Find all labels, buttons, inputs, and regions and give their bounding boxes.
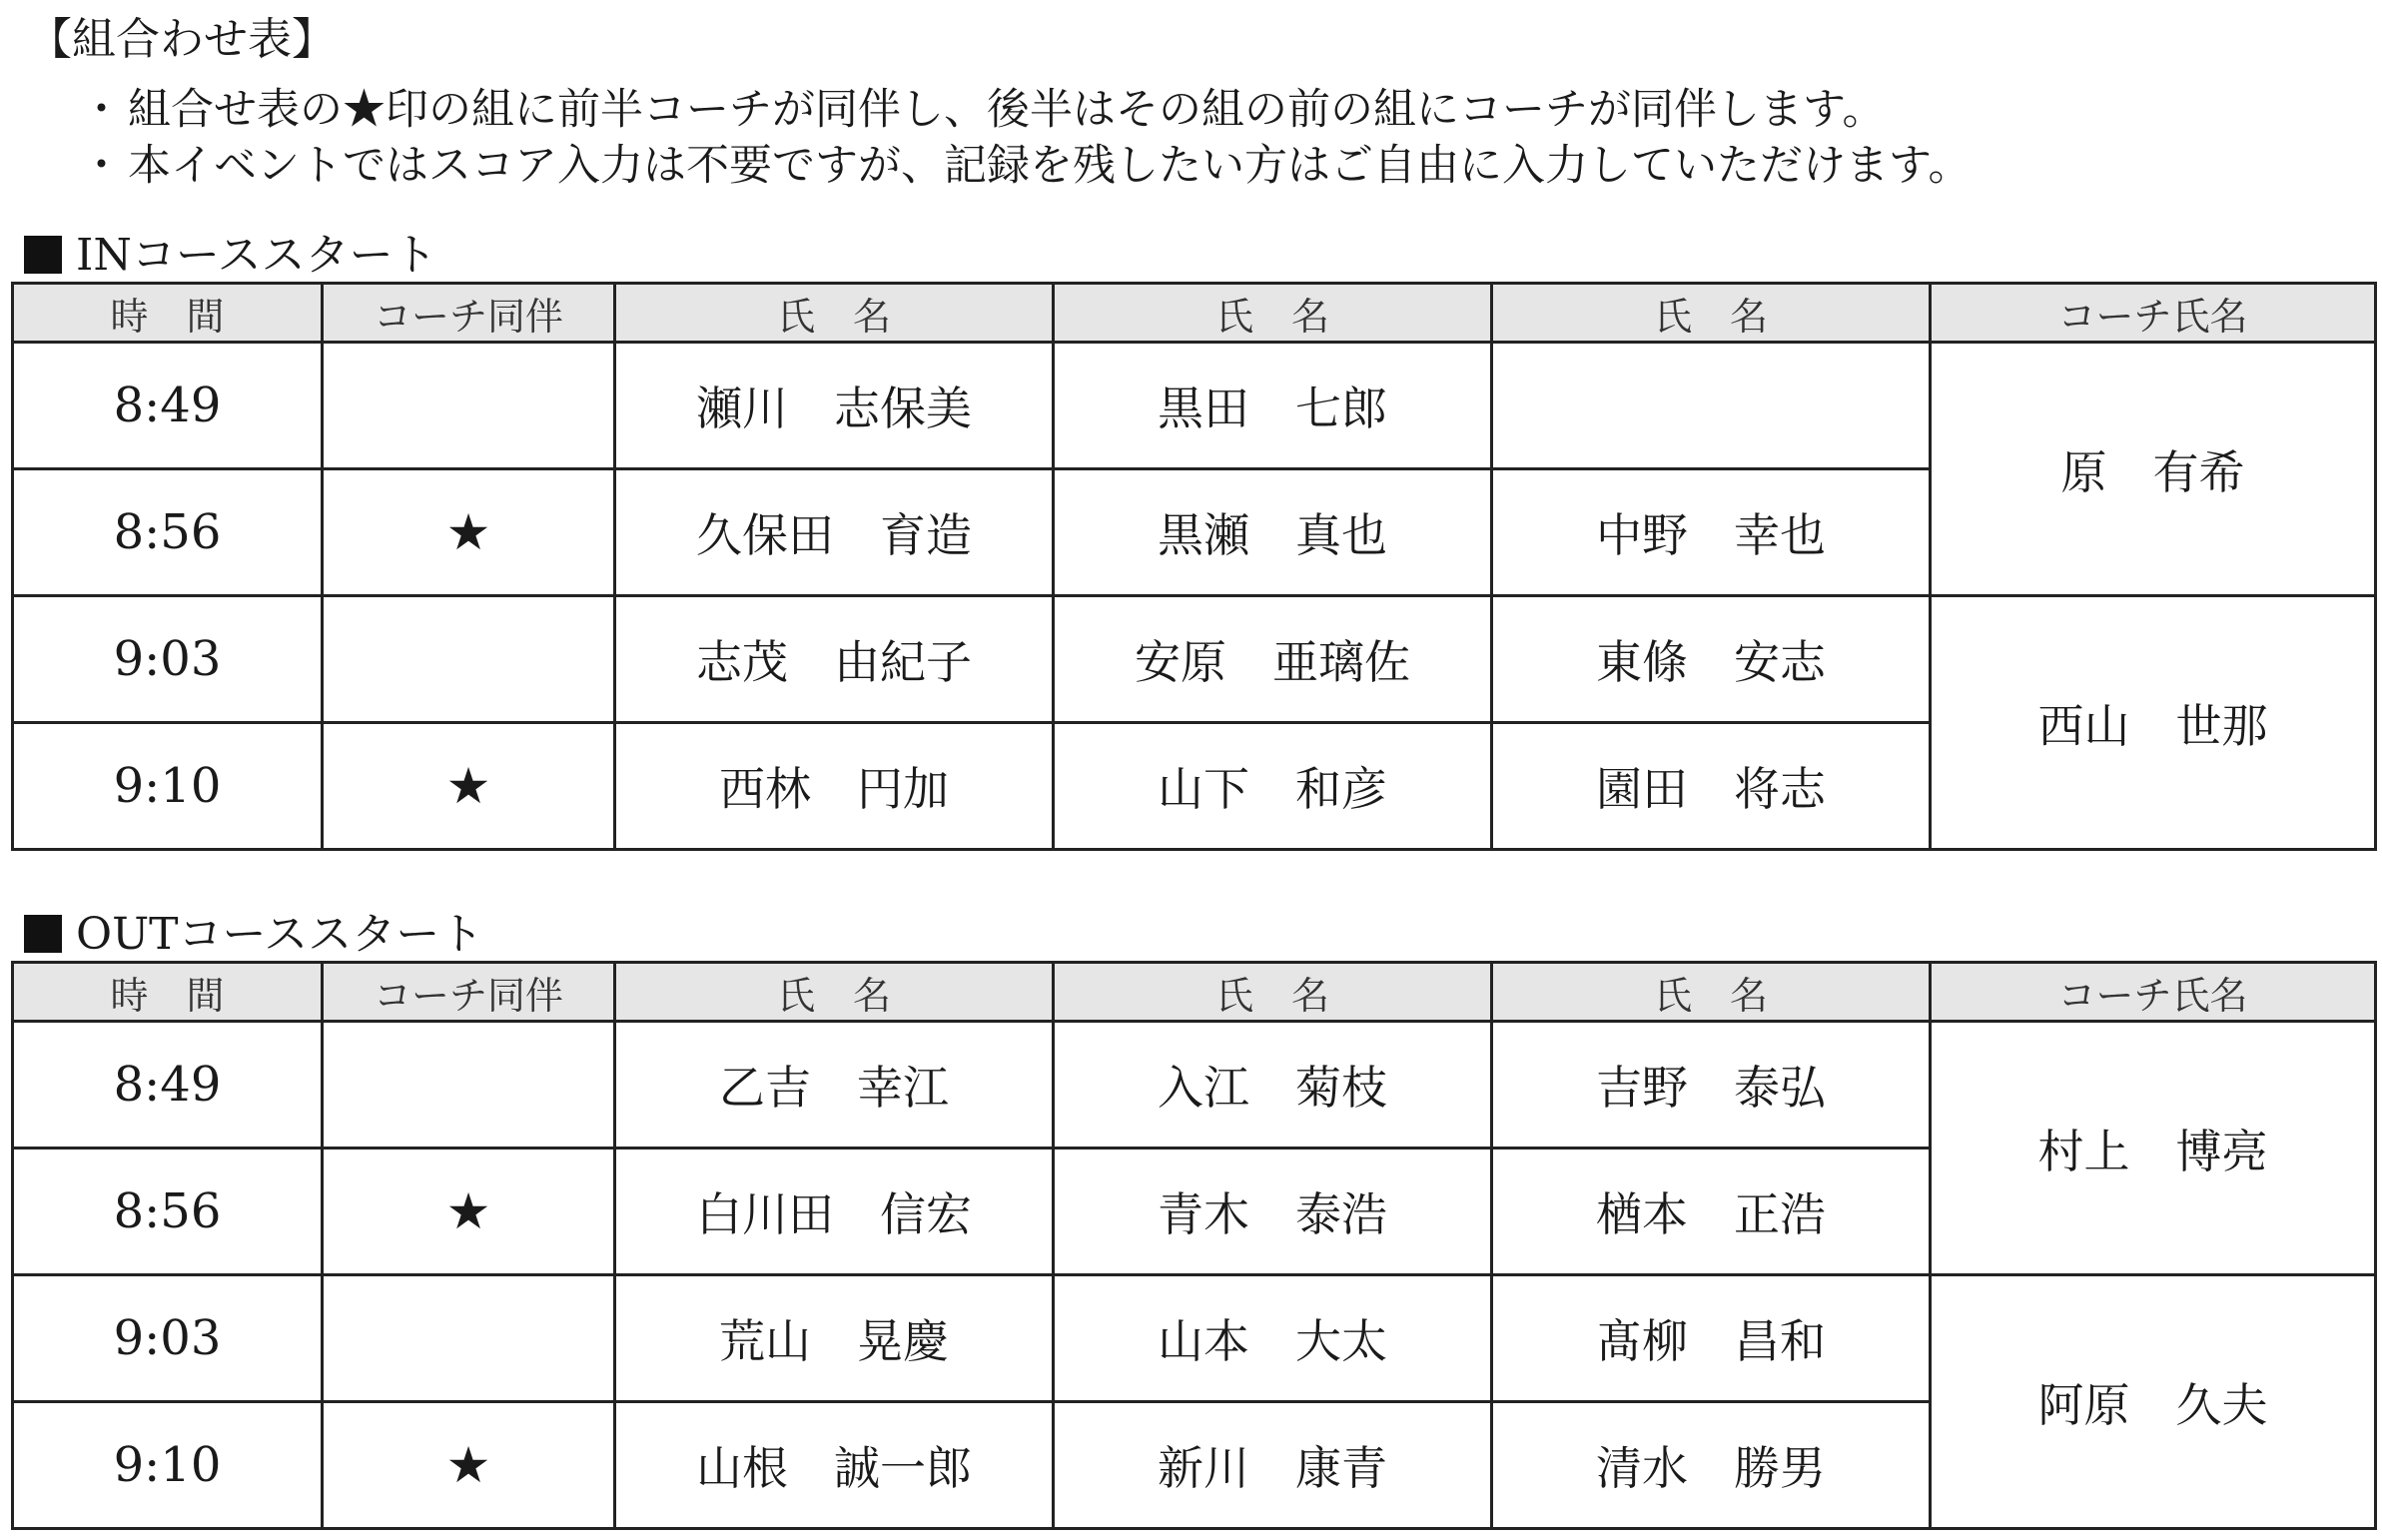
coach-name: 村上 博亮: [1931, 1022, 2376, 1275]
coach-star-mark: ★: [323, 1402, 615, 1529]
in-course-title: [24, 228, 437, 284]
coach-star-mark: [323, 1275, 615, 1402]
player-name: 楢本 正浩: [1492, 1149, 1931, 1275]
coach-name: 原 有希: [1931, 343, 2376, 596]
table-row: [13, 1275, 2376, 1402]
player-name: 安原 亜璃佐: [1054, 596, 1492, 723]
player-name: 山根 誠一郎: [615, 1402, 1054, 1529]
black-square-icon: [24, 236, 62, 274]
player-name: 青木 泰浩: [1054, 1149, 1492, 1275]
player-name: 清水 勝男: [1492, 1402, 1931, 1529]
note-bullet: ・: [80, 141, 123, 191]
header-coach-name: コーチ氏名: [1931, 284, 2376, 343]
header-name: 氏 名: [1492, 963, 1931, 1022]
in-course-table: [11, 282, 2377, 851]
header-coach-accompany: コーチ同伴: [323, 284, 615, 343]
tee-time: 9:03: [13, 596, 323, 723]
coach-star-mark: ★: [323, 1149, 615, 1275]
player-name: 入江 菊枝: [1054, 1022, 1492, 1149]
tee-time: 9:10: [13, 723, 323, 850]
tee-time: 8:49: [13, 1022, 323, 1149]
note-line-1: [80, 82, 1886, 138]
table-row: [13, 596, 2376, 723]
tee-time: 8:56: [13, 469, 323, 596]
player-name: 山本 大太: [1054, 1275, 1492, 1402]
in-course-title-text: INコーススタート: [76, 230, 437, 281]
header-time: 時 間: [13, 963, 323, 1022]
tee-time: 9:03: [13, 1275, 323, 1402]
coach-star-mark: [323, 596, 615, 723]
table-row: [13, 1022, 2376, 1149]
header-name: 氏 名: [1054, 284, 1492, 343]
table-row: [13, 343, 2376, 469]
player-name: 中野 幸也: [1492, 469, 1931, 596]
player-name: 東條 安志: [1492, 596, 1931, 723]
coach-star-mark: ★: [323, 723, 615, 850]
note-line-2: [80, 138, 1972, 194]
note-text: 本イベントではスコア入力は不要ですが、記録を残したい方はご自由に入力していただけます。: [128, 141, 1972, 191]
header-name: 氏 名: [1492, 284, 1931, 343]
player-name: 山下 和彦: [1054, 723, 1492, 850]
note-bullet: ・: [80, 85, 123, 135]
tee-time: 9:10: [13, 1402, 323, 1529]
page-heading: 【組合わせ表】: [28, 14, 336, 65]
player-name: 荒山 晃慶: [615, 1275, 1054, 1402]
table-header-row: [13, 284, 2376, 343]
note-text: 組合せ表の★印の組に前半コーチが同伴し、後半はその組の前の組にコーチが同伴します。: [128, 85, 1886, 135]
player-name: 白川田 信宏: [615, 1149, 1054, 1275]
header-coach-name: コーチ氏名: [1931, 963, 2376, 1022]
player-name: 黒瀬 真也: [1054, 469, 1492, 596]
tee-time: 8:49: [13, 343, 323, 469]
player-name: 園田 将志: [1492, 723, 1931, 850]
coach-name: 西山 世那: [1931, 596, 2376, 850]
player-name: 乙吉 幸江: [615, 1022, 1054, 1149]
out-course-table: [11, 961, 2377, 1530]
coach-star-mark: ★: [323, 469, 615, 596]
player-name: 久保田 育造: [615, 469, 1054, 596]
player-name: [1492, 343, 1931, 469]
coach-star-mark: [323, 1022, 615, 1149]
coach-name: 阿原 久夫: [1931, 1275, 2376, 1529]
header-name: 氏 名: [615, 284, 1054, 343]
black-square-icon: [24, 915, 62, 953]
player-name: 黒田 七郎: [1054, 343, 1492, 469]
player-name: 新川 康青: [1054, 1402, 1492, 1529]
player-name: 志茂 由紀子: [615, 596, 1054, 723]
header-coach-accompany: コーチ同伴: [323, 963, 615, 1022]
player-name: 瀬川 志保美: [615, 343, 1054, 469]
player-name: 西林 円加: [615, 723, 1054, 850]
out-course-title: [24, 907, 483, 963]
header-time: 時 間: [13, 284, 323, 343]
header-name: 氏 名: [1054, 963, 1492, 1022]
tee-time: 8:56: [13, 1149, 323, 1275]
table-header-row: [13, 963, 2376, 1022]
coach-star-mark: [323, 343, 615, 469]
player-name: 髙柳 昌和: [1492, 1275, 1931, 1402]
player-name: 吉野 泰弘: [1492, 1022, 1931, 1149]
header-name: 氏 名: [615, 963, 1054, 1022]
out-course-title-text: OUTコーススタート: [76, 909, 484, 960]
